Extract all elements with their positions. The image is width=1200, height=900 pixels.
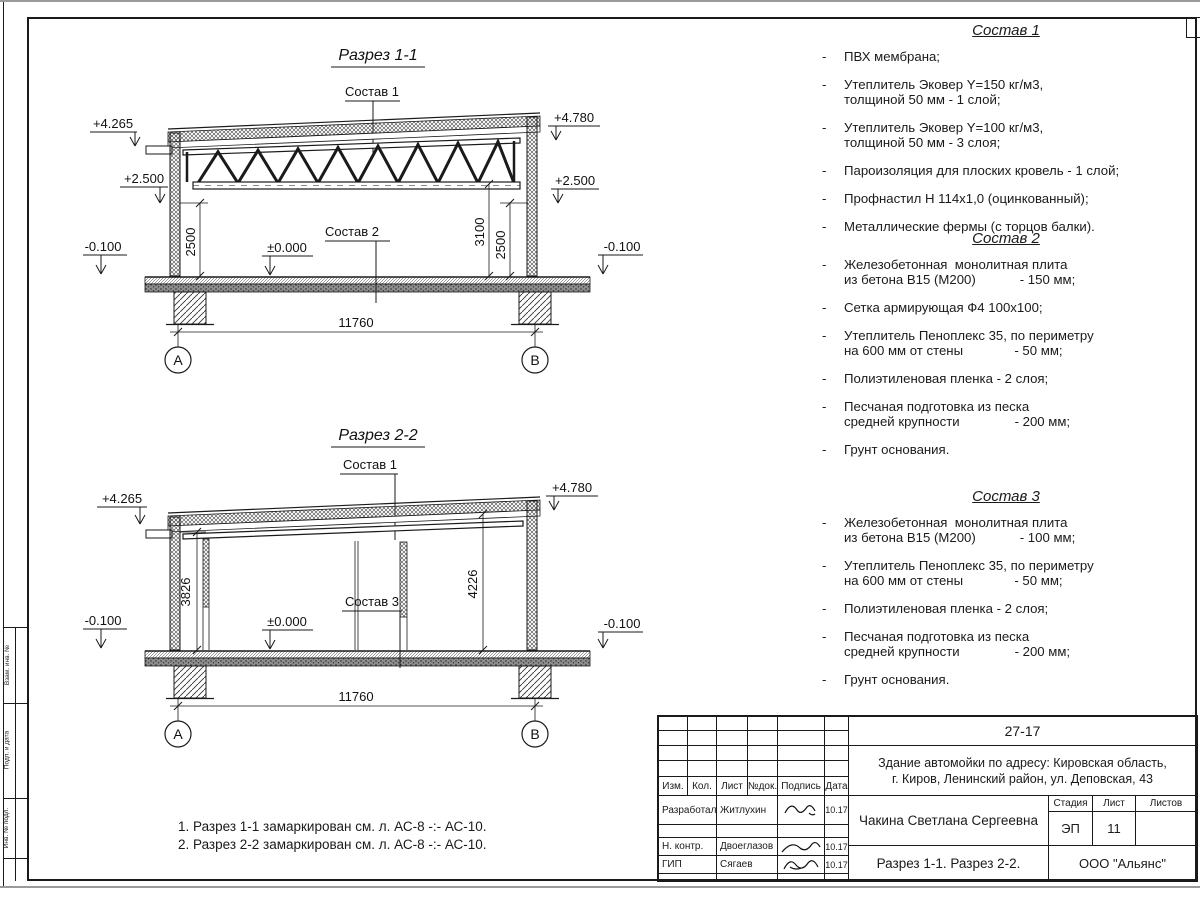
item-line: Утеплитель Эковер Y=100 кг/м3,: [844, 120, 1044, 135]
composition-list-3: [810, 488, 1200, 700]
rev-cell: [777, 760, 825, 777]
item-dash: -: [822, 77, 827, 92]
item-dash: -: [822, 629, 827, 644]
title-block: [658, 716, 1197, 881]
note-line-1: 1. Разрез 1-1 замаркирован см. л. АС-8 -:- АС-10.: [178, 819, 487, 834]
rev-cell: [687, 730, 717, 746]
section1-callout-top: Состав 1: [345, 84, 399, 99]
tb-header-list: Лист: [716, 776, 748, 796]
item-line: Сетка армирующая Ф4 100х100;: [844, 300, 1043, 315]
axis-s2-right: В: [530, 726, 540, 742]
rev-cell: [658, 745, 688, 761]
item-line: толщиной 50 мм - 1 слой;: [844, 92, 1001, 107]
rev-cell: [777, 716, 825, 731]
tb-filler: [777, 873, 825, 881]
item-line: Железобетонная монолитная плита: [844, 257, 1068, 272]
composition-item: [810, 558, 1200, 588]
item-line: Грунт основания.: [844, 442, 950, 457]
composition-title: Состав 3: [972, 488, 1040, 505]
tb-name-gip: Сягаев: [716, 855, 778, 874]
tb-signature-developer: [777, 795, 825, 825]
rev-cell: [824, 745, 849, 761]
item-line: Грунт основания.: [844, 672, 950, 687]
tb-name-ncontr: Двоеглазов: [716, 837, 778, 856]
item-line: средней крупности - 200 мм;: [844, 414, 1071, 429]
composition-item: [810, 163, 1200, 178]
composition-item: [810, 77, 1200, 107]
item-dash: -: [822, 328, 827, 343]
tb-empty-row: [716, 824, 778, 838]
tb-address-line1: Здание автомойки по адресу: Кировская область,: [878, 755, 1167, 770]
item-line: Металлические фермы (с торцов балки).: [844, 219, 1095, 234]
item-line: Полиэтиленовая пленка - 2 слоя;: [844, 371, 1049, 386]
tb-header-podpis: Подпись: [777, 776, 825, 796]
elev-s2-right-floor: -0.100: [603, 616, 641, 631]
rev-cell: [687, 760, 717, 777]
item-line: из бетона В15 (М200) - 150 мм;: [844, 272, 1076, 287]
item-dash: -: [822, 120, 827, 135]
elev-s1-left-mid: +2.500: [123, 171, 165, 186]
tb-empty-row: [777, 824, 825, 838]
item-dash: -: [822, 672, 827, 687]
rev-cell: [777, 745, 825, 761]
section2-callout-floor: Состав 3: [345, 594, 399, 609]
item-line: Утеплитель Пеноплекс 35, по периметру: [844, 558, 1094, 573]
section2-title: Разрез 2-2: [338, 427, 418, 444]
composition-title: Состав 2: [972, 230, 1040, 247]
tb-empty-row: [658, 824, 717, 838]
item-dash: -: [822, 191, 827, 206]
item-line: толщиной 50 мм - 3 слоя;: [844, 135, 1001, 150]
tb-company: ООО "Альянс": [1048, 845, 1197, 881]
composition-list-1: [810, 22, 1200, 247]
elev-s1-left-floor: -0.100: [84, 239, 122, 254]
tb-project-code: 27-17: [848, 716, 1197, 746]
item-dash: -: [822, 300, 827, 315]
tb-filler: [716, 873, 778, 881]
tb-name-developer: Житлухин: [716, 795, 778, 825]
side-strip-divider-h4: [3, 858, 27, 859]
item-dash: -: [822, 515, 827, 530]
tb-date-ncontr: 10.17: [824, 837, 849, 856]
item-dash: -: [822, 601, 827, 616]
item-line: на 600 мм от стены - 50 мм;: [844, 573, 1063, 588]
composition-item: [810, 672, 1200, 687]
signature-icon: [781, 799, 821, 821]
item-dash: -: [822, 257, 827, 272]
dim-s1-right-h1: 3100: [472, 217, 487, 247]
item-line: ПВХ мембрана;: [844, 49, 940, 64]
rev-cell: [824, 716, 849, 731]
elev-s1-zero: ±0.000: [267, 240, 307, 255]
item-line: Утеплитель Эковер Y=150 кг/м3,: [844, 77, 1044, 92]
rev-cell: [716, 730, 748, 746]
rev-cell: [658, 730, 688, 746]
tb-sheets-label: Листов: [1135, 795, 1197, 812]
dim-s1-span: 11760: [338, 315, 374, 330]
composition-item: [810, 120, 1200, 150]
elev-s2-zero: ±0.000: [267, 614, 307, 629]
item-dash: -: [822, 219, 827, 234]
dim-s2-left-h: 3826: [178, 577, 193, 607]
item-line: средней крупности - 200 мм;: [844, 644, 1071, 659]
tb-header-izm: Изм.: [658, 776, 688, 796]
item-line: Утеплитель Пеноплекс 35, по периметру: [844, 328, 1094, 343]
note-line-2: 2. Разрез 2-2 замаркирован см. л. АС-8 -:- АС-10.: [178, 837, 487, 852]
section-1-1-drawing: [40, 30, 660, 415]
composition-item: [810, 300, 1200, 315]
elev-s2-left-top: +4.265: [101, 491, 143, 506]
composition-list-2: [810, 230, 1200, 470]
composition-item: [810, 257, 1200, 287]
composition-item: [810, 328, 1200, 358]
item-line: из бетона В15 (М200) - 100 мм;: [844, 530, 1076, 545]
tb-sheet-label: Лист: [1092, 795, 1136, 812]
item-line: Профнастил Н 114х1,0 (оцинкованный);: [844, 191, 1089, 206]
tb-signature-ncontr: [777, 837, 825, 856]
tb-empty-row: [824, 824, 849, 838]
sheet-edge-top: [0, 0, 1200, 2]
composition-item: [810, 442, 1200, 457]
tb-header-ndok: №док.: [747, 776, 778, 796]
composition-item: [810, 371, 1200, 386]
tb-sheets-value: [1135, 811, 1197, 846]
tb-role-developer: Разработал: [658, 795, 717, 825]
item-line: Песчаная подготовка из песка: [844, 629, 1030, 644]
composition-item: [810, 399, 1200, 429]
rev-cell: [716, 716, 748, 731]
tb-stage-value: ЭП: [1048, 811, 1093, 846]
rev-cell: [747, 730, 778, 746]
rev-cell: [824, 760, 849, 777]
item-dash: -: [822, 163, 827, 178]
item-line: на 600 мм от стены - 50 мм;: [844, 343, 1063, 358]
tb-signature-gip: [777, 855, 825, 874]
side-strip-label-3: Инв. № подл.: [3, 807, 10, 849]
dim-s1-left-h: 2500: [183, 227, 198, 257]
item-line: Полиэтиленовая пленка - 2 слоя;: [844, 601, 1049, 616]
elev-s2-right-top: +4.780: [551, 480, 593, 495]
rev-cell: [658, 716, 688, 731]
tb-date-developer: 10.17: [824, 795, 849, 825]
rev-cell: [747, 745, 778, 761]
composition-item: [810, 191, 1200, 206]
rev-cell: [687, 716, 717, 731]
item-dash: -: [822, 49, 827, 64]
signature-icon: [780, 839, 822, 855]
tb-date-gip: 10.17: [824, 855, 849, 874]
rev-cell: [824, 730, 849, 746]
axis-s1-left: А: [173, 352, 183, 368]
composition-item: [810, 601, 1200, 616]
tb-stage-label: Стадия: [1048, 795, 1093, 812]
side-strip-label-2: Подп. и дата: [3, 730, 11, 770]
tb-sheet-value: 11: [1092, 811, 1136, 846]
rev-cell: [716, 745, 748, 761]
tb-drawing-title: Разрез 1-1. Разрез 2-2.: [848, 845, 1049, 881]
axis-s2-left: А: [173, 726, 183, 742]
tb-author: Чакина Светлана Сергеевна: [848, 795, 1049, 846]
tb-address-line2: г. Киров, Ленинский район, ул. Деповская, 43: [892, 771, 1153, 786]
section-2-2-drawing: [40, 415, 660, 780]
item-line: Пароизоляция для плоских кровель - 1 слой;: [844, 163, 1120, 178]
rev-cell: [777, 730, 825, 746]
section1-title: Разрез 1-1: [338, 47, 418, 64]
tb-filler: [658, 873, 717, 881]
item-dash: -: [822, 558, 827, 573]
sheet-edge-bottom: [0, 886, 1200, 888]
dim-s2-right-h: 4226: [465, 569, 480, 599]
tb-header-data: Дата: [824, 776, 849, 796]
rev-cell: [716, 760, 748, 777]
item-dash: -: [822, 442, 827, 457]
dim-s2-span: 11760: [338, 689, 374, 704]
rev-cell: [687, 745, 717, 761]
elev-s1-left-top: +4.265: [92, 116, 134, 131]
tb-filler: [824, 873, 849, 881]
composition-item: [810, 49, 1200, 64]
elev-s2-left-floor: -0.100: [84, 613, 122, 628]
tb-project-address: [848, 745, 1197, 796]
rev-cell: [747, 760, 778, 777]
notes: [178, 818, 487, 854]
composition-title: Состав 1: [972, 22, 1040, 39]
side-strip-label-1: Взам. инв. №: [4, 644, 11, 686]
tb-role-gip: ГИП: [658, 855, 717, 874]
elev-s1-right-mid: +2.500: [554, 173, 596, 188]
tb-role-ncontr: Н. контр.: [658, 837, 717, 856]
item-dash: -: [822, 371, 827, 386]
section2-callout-top: Состав 1: [343, 457, 397, 472]
composition-item: [810, 515, 1200, 545]
rev-cell: [658, 760, 688, 777]
axis-s1-right: В: [530, 352, 540, 368]
elev-s1-right-top: +4.780: [553, 110, 595, 125]
item-line: Песчаная подготовка из песка: [844, 399, 1030, 414]
rev-cell: [747, 716, 778, 731]
tb-header-kol: Кол.: [687, 776, 717, 796]
dim-s1-right-h2: 2500: [493, 230, 508, 260]
signature-icon: [780, 857, 822, 873]
item-dash: -: [822, 399, 827, 414]
item-line: Железобетонная монолитная плита: [844, 515, 1068, 530]
section1-callout-floor: Состав 2: [325, 224, 379, 239]
elev-s1-right-floor: -0.100: [603, 239, 641, 254]
composition-item: [810, 629, 1200, 659]
